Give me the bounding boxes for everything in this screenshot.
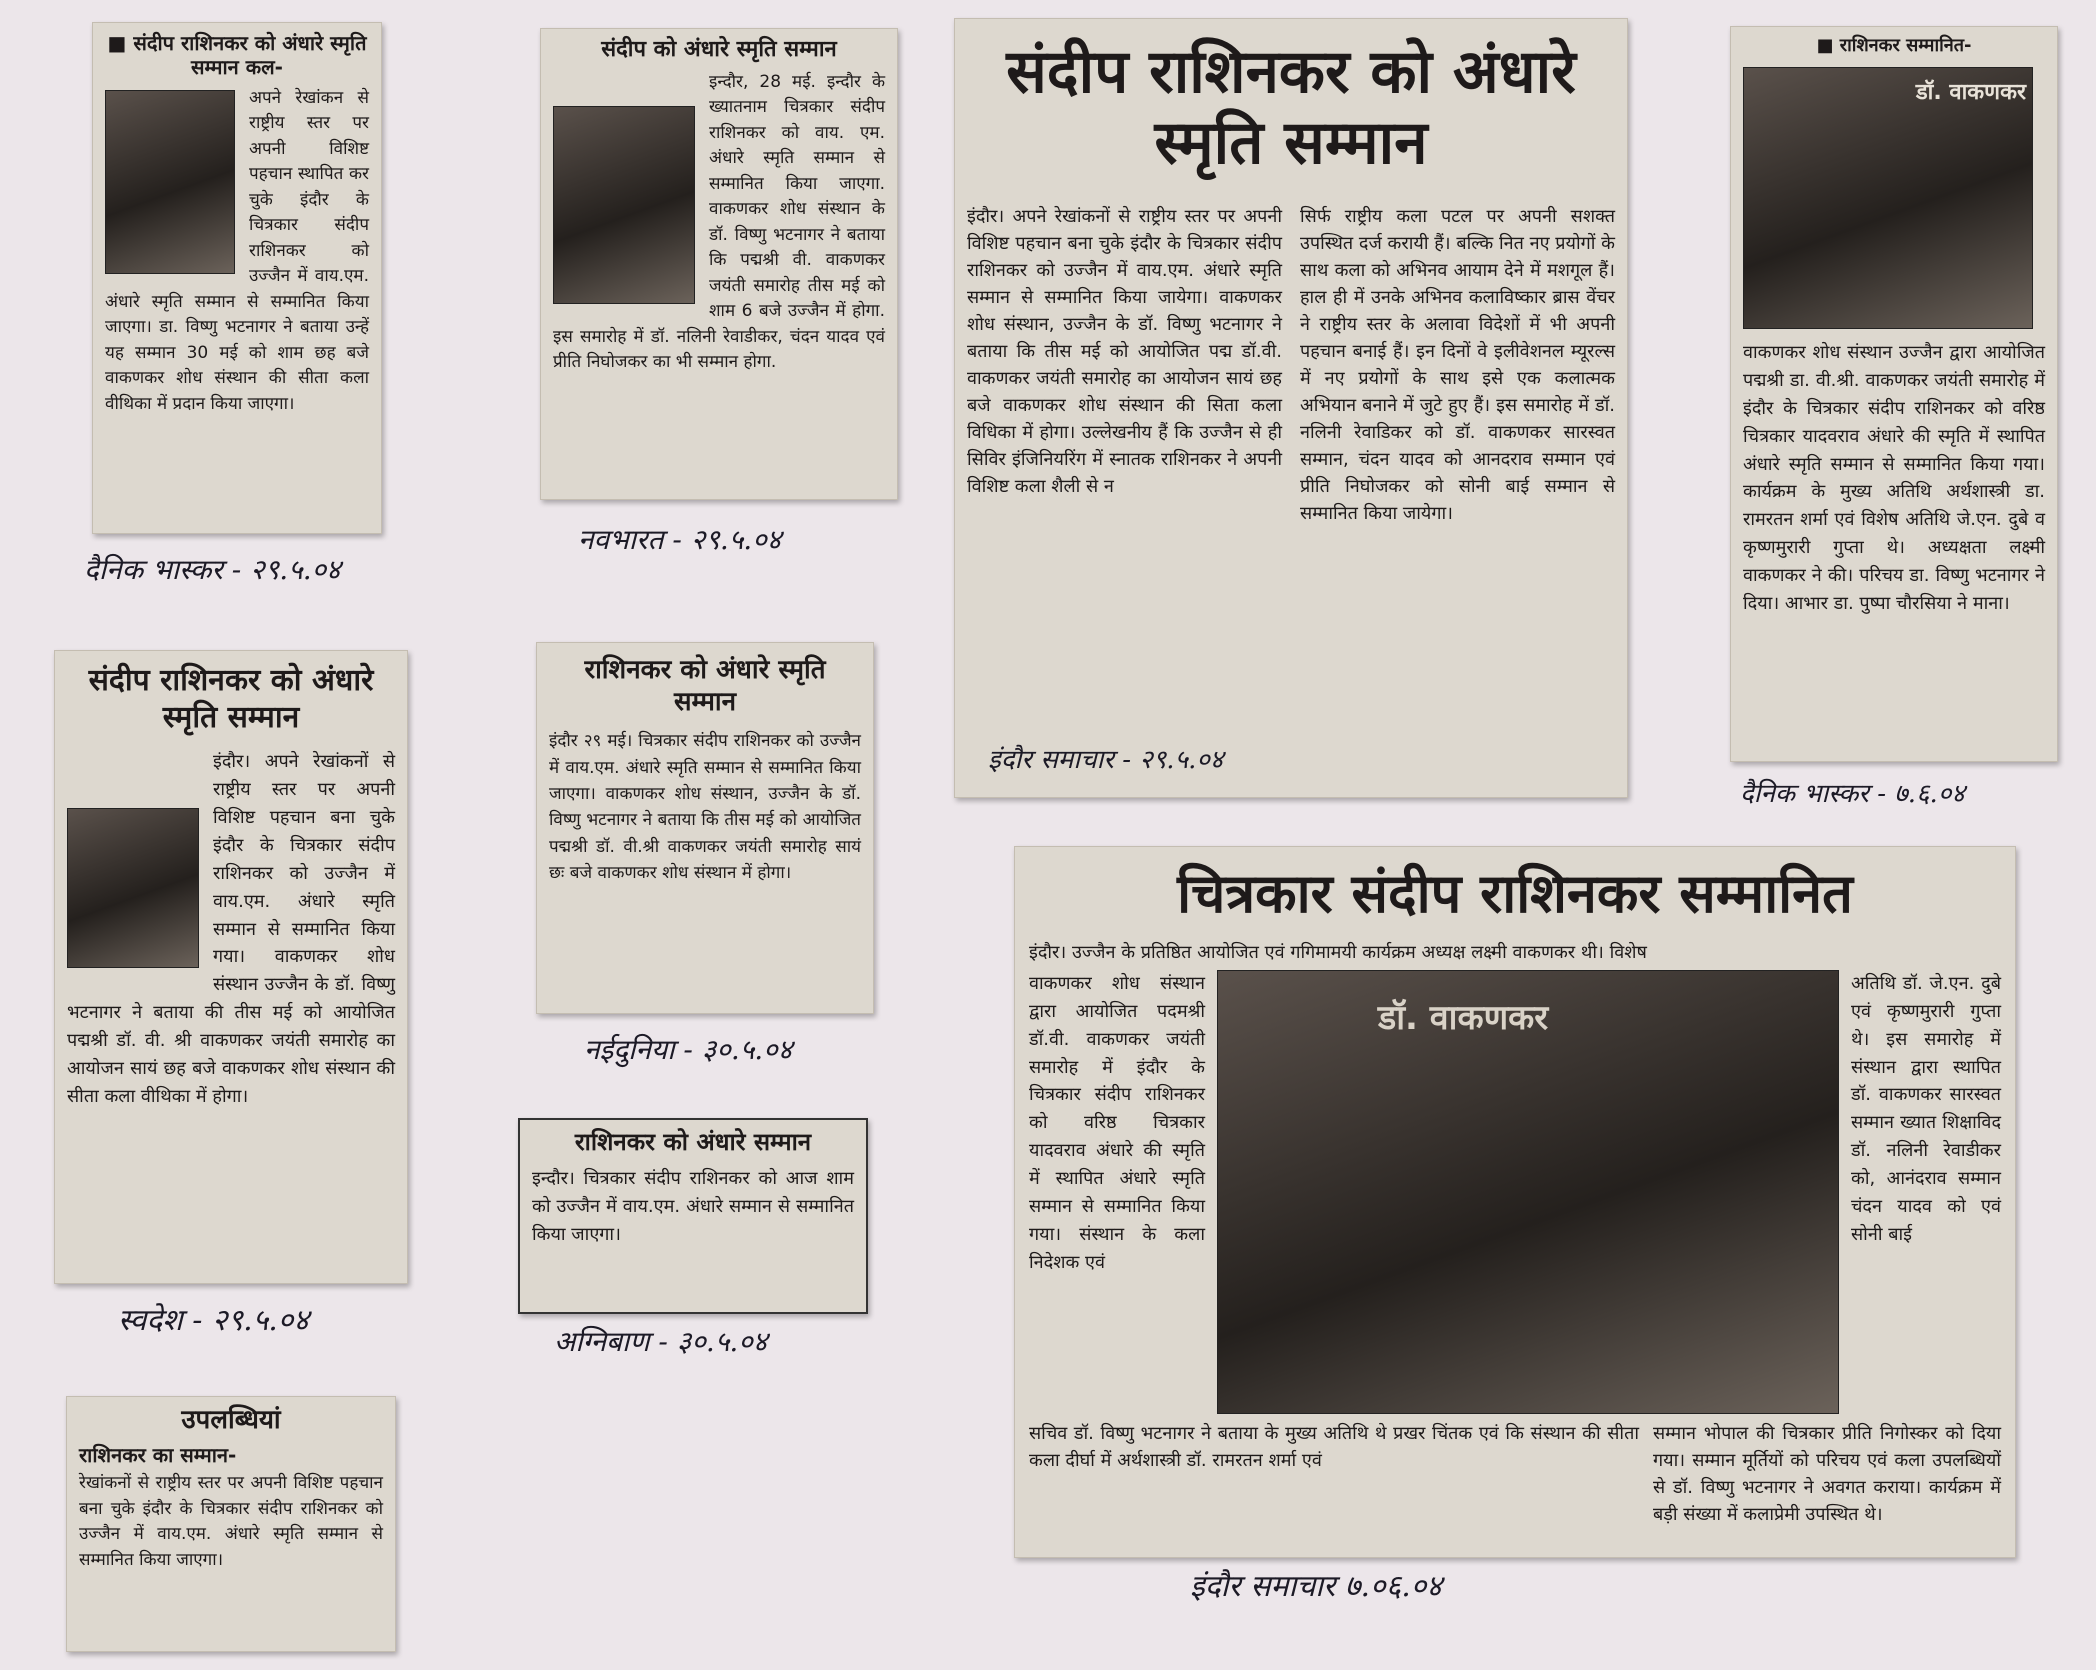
clipping-dainik-bhaskar-2 — [1730, 26, 2058, 762]
clipping-body-bottom: सचिव डॉ. विष्णु भटनागर ने बताया के मुख्य अतिथि थे प्रखर चिंतक एवं कि संस्थान की सीता कला दीर्घा में अर्थशास्त्री डॉ. रामरतन शर्मा एवं — [1029, 1422, 1639, 1471]
clipping-body-left: वाकणकर शोध संस्थान द्वारा आयोजित पदमश्री डॉ.वी. वाकणकर जयंती समारोह में इंदौर के चित्रकार संदीप राशिनकर को वरिष्ठ चित्रकार यादवराव अंधारे की स्मृति में स्थापित अंधारे स्मृति सम्मान से सम्मानित किया गया। संस्थान के कला निदेशक एवं — [1029, 972, 1205, 1273]
clipping-swadesh — [54, 650, 408, 1284]
clipping-headline: राशिनकर को अंधारे स्मृति सम्मान — [584, 655, 826, 717]
clipping-body-column: सिर्फ राष्ट्रीय कला पटल पर अपनी सशक्त उपस्थित दर्ज करायी हैं। बल्कि नित नए प्रयोगों के साथ कला को अभिनव आयाम देने में मशगूल हैं। हाल ही में उनके अभिनव कलाविष्कार ब्रास वेंचर ने राष्ट्रीय स्तर के अलावा विदेशों में भी अपनी पहचान बनाई हैं। इन दिनों वे इलीवेशनल म्यूरल्स में नए प्रयोगों के साथ इसे एक कलात्मक अभियान बनाने में जुटे हुए हैं। इस समारोह में डॉ. नलिनी रेवाडिकर को डॉ. वाकणकर सारस्वत सम्मान, चंदन यादव को आनदराव सम्मान एवं प्रीति निघोजकर को सोनी बाई सम्मान से सम्मानित किया जायेगा। — [1300, 205, 1615, 524]
event-photo — [1217, 970, 1839, 1414]
clipping-body: इन्दौर। चित्रकार संदीप राशिनकर को आज शाम को उज्जैन में वाय.एम. अंधारे सम्मान से सम्मानित किया जाएगा। — [532, 1168, 854, 1246]
clipping-headline: उपलब्धियां — [181, 1405, 281, 1435]
clipping-headline: संदीप राशिनकर को अंधारे स्मृति सम्मान — [1006, 37, 1576, 178]
clipping-body: अपने रेखांकन से राष्ट्रीय स्तर पर अपनी विशिष्ट पहचान स्थापित कर चुके इंदौर के चित्रकार संदीप राशिनकर को उज्जैन में वाय.एम. अंधारे स्मृति सम्मान से सम्मानित किया जाएगा। डा. विष्णु भटनागर ने बताया उन्हें यह सम्मान 30 मई को शाम छह बजे वाकणकर शोध संस्थान की सीता कला वीथिका में प्रदान किया जाएगा। — [105, 87, 369, 414]
clipping-body-column: इंदौर। अपने रेखांकनों से राष्ट्रीय स्तर पर अपनी विशिष्ट पहचान बना चुके इंदौर के चित्रकार संदीप राशिनकर को उज्जैन में वाय.एम. अंधारे स्मृति सम्मान से सम्मानित किया जायेगा। वाकणकर शोध संस्थान, उज्जैन के डॉ. विष्णु भटनागर ने बताया कि तीस मई को आयोजित पद्म डॉ.वी. वाकणकर जयंती समारोह का आयोजन सायं छह बजे वाकणकर शोध संस्थान की सिता कला विधिका में होगा। उल्लेखनीय हैं कि उज्जैन से ही सिविर इंजिनियरिंग में स्नातक राशिनकर ने अपनी विशिष्ट कला शैली से न — [967, 205, 1282, 497]
clipping-headline: संदीप को अंधारे स्मृति सम्मान — [601, 37, 837, 62]
clipping-intro: इंदौर। उज्जैन के प्रतिष्ठित आयोजित एवं गगिमामयी कार्यक्रम अध्यक्ष लक्ष्मी वाकणकर थी। विशेष — [1029, 941, 1647, 963]
clipping-navbharat — [540, 28, 898, 500]
event-photo — [1743, 67, 2033, 329]
clipping-source-label: दैनिक भास्कर - २९.५.०४ — [84, 553, 341, 586]
clipping-body: इंदौर। अपने रेखांकनों से राष्ट्रीय स्तर पर अपनी विशिष्ट पहचान बना चुके इंदौर के चित्रकार संदीप राशिनकर को उज्जैन में वाय.एम. अंधारे स्मृति सम्मान से सम्मानित किया गया। वाकणकर शोध संस्थान उज्जैन के डॉ. विष्णु भटनागर ने बताया की तीस मई को आयोजित पद्मश्री डॉ. वी. श्री वाकणकर जयंती समारोह का आयोजन सायं छह बजे वाकणकर शोध संस्थान की सीता कला वीथिका में होगा। — [67, 751, 395, 1107]
clipping-source-label: इंदौर समाचार ७.०६.०४ — [1190, 1569, 1442, 1604]
clipping-headline: संदीप राशिनकर को अंधारे स्मृति सम्मान — [88, 663, 374, 735]
photo-banner: डॉ. वाकणकर — [1378, 997, 1549, 1038]
clipping-body: इन्दौर, 28 मई. इन्दौर के ख्यातनाम चित्रकार संदीप राशिनकर को वाय. एम. अंधारे स्मृति सम्मान से सम्मानित किया जाएगा. वाकणकर शोध संस्थान के डॉ. विष्णु भटनागर ने बताया कि पद्मश्री वी. वाकणकर जयंती समारोह तीस मई को शाम 6 बजे उज्जैन में होगा. इस समारोह में डॉ. नलिनी रेवाडीकर, चंदन यादव एवं प्रीति निघोजकर का भी सम्मान होगा. — [553, 71, 885, 373]
clipping-body: रेखांकनों से राष्ट्रीय स्तर पर अपनी विशिष्ट पहचान बना चुके इंदौर के चित्रकार संदीप राशिनकर को उज्जैन में वाय.एम. अंधारे स्मृति सम्मान से सम्मानित किया जाएगा। — [79, 1473, 383, 1570]
clipping-headline: ■ राशिनकर सम्मानित- — [1816, 35, 1972, 56]
clipping-body: इंदौर २९ मई। चित्रकार संदीप राशिनकर को उज्जैन में वाय.एम. अंधारे स्मृति सम्मान से सम्मानित किया जाएगा। वाकणकर शोध संस्थान, उज्जैन के डॉ. विष्णु भटनागर ने बताया कि तीस मई को आयोजित पद्मश्री डॉ. वी.श्री वाकणकर जयंती समारोह सायं छः बजे वाकणकर शोध संस्थान में होगा। — [549, 731, 861, 884]
clipping-naidunia — [536, 642, 874, 1014]
clipping-body-bottom-right: सम्मान भोपाल की चित्रकार प्रीति निगोस्कर को दिया गया। सम्मान मूर्तियों को परिचय एवं कला उपलब्धियों से डॉ. विष्णु भटनागर ने अवगत कराया। कार्यक्रम में बड़ी संख्या में कलाप्रेमी उपस्थित थे। — [1653, 1422, 2001, 1525]
clipping-source-label: नईदुनिया - ३०.५.०४ — [584, 1033, 793, 1066]
clipping-source-label: अग्निबाण - ३०.५.०४ — [554, 1325, 768, 1358]
clipping-indore-samachar-1 — [954, 18, 1628, 798]
clipping-source-label: स्वदेश - २९.५.०४ — [118, 1303, 309, 1338]
clipping-agniban — [518, 1118, 868, 1314]
clipping-body: वाकणकर शोध संस्थान उज्जैन द्वारा आयोजित पद्मश्री डा. वी.श्री. वाकणकर जयंती समारोह में इंदौर के चित्रकार संदीप राशिनकर को वरिष्ठ चित्रकार यादवराव अंधारे की स्मृति में स्थापित अंधारे स्मृति सम्मान से सम्मानित किया गया। कार्यक्रम के मुख्य अतिथि अर्थशास्त्री डा. रामरतन शर्मा एवं विशेष अतिथि जे.एन. दुबे व कृष्णमुरारी गुप्ता थे। अध्यक्षता लक्ष्मी वाकणकर ने की। परिचय डा. विष्णु भटनागर ने दिया। आभार डा. पुष्पा चौरसिया ने माना। — [1743, 341, 2045, 614]
clipping-dainik-bhaskar-1 — [92, 22, 382, 534]
clipping-subhead: राशिनकर का सम्मान- — [79, 1442, 237, 1467]
clipping-source-label: इंदौर समाचार - २९.५.०४ — [988, 745, 1224, 775]
clipping-uplabdhiyan — [66, 1396, 396, 1652]
portrait-photo — [105, 90, 235, 274]
clipping-headline: राशिनकर को अंधारे सम्मान — [574, 1128, 812, 1156]
portrait-photo — [553, 106, 695, 304]
clipping-source-label: दैनिक भास्कर - ७.६.०४ — [1740, 779, 1965, 809]
clipping-body-right: अतिथि डॉ. जे.एन. दुबे एवं कृष्णमुरारी गुप्ता थे। इस समारोह में संस्थान द्वारा स्थापित डॉ. वाकणकर सारस्वत सम्मान ख्यात शिक्षाविद डॉ. नलिनी रेवाडीकर को, आनंदराव सम्मान चंदन यादव को एवं सोनी बाई — [1851, 972, 2001, 1245]
clipping-headline: चित्रकार संदीप राशिनकर सम्मानित — [1177, 862, 1853, 925]
clipping-headline: ■ संदीप राशिनकर को अंधारे स्मृति सम्मान कल- — [107, 31, 367, 80]
clipping-source-label: नवभारत - २९.५.०४ — [578, 523, 782, 556]
photo-banner: डॉ. वाकणकर — [1915, 79, 2026, 105]
clipping-indore-samachar-2 — [1014, 846, 2016, 1558]
portrait-photo — [67, 808, 199, 968]
